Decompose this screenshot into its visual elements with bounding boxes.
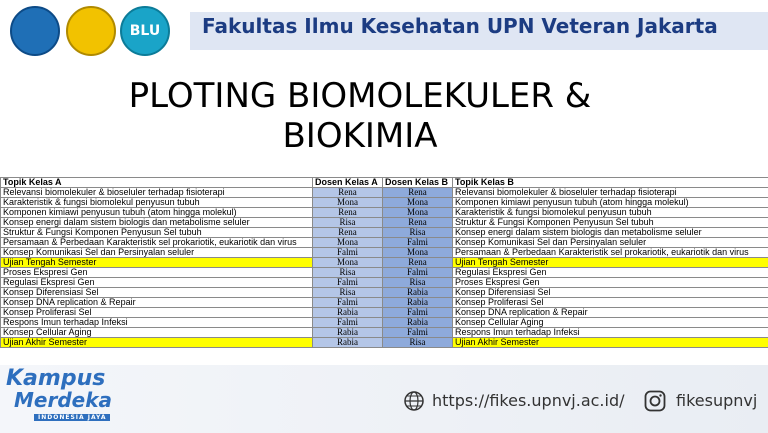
website-link[interactable]: https://fikes.upnvj.ac.id/ bbox=[432, 391, 625, 410]
topik-b-cell: Komponen kimiawi penyusun tubuh (atom hingga molekul) bbox=[453, 198, 768, 208]
dosen-b-cell: Rena bbox=[383, 258, 453, 268]
kampus-merdeka-logo-line1: Kampus bbox=[6, 366, 106, 391]
table-row bbox=[1, 218, 768, 228]
topik-b-cell: Ujian Tengah Semester bbox=[453, 258, 768, 268]
kemendikbud-logo-icon bbox=[10, 6, 60, 56]
dosen-b-cell: Falmi bbox=[383, 308, 453, 318]
topik-a-cell: Konsep DNA replication & Repair bbox=[1, 298, 313, 308]
header-topik-b: Topik Kelas B bbox=[453, 178, 768, 188]
topik-b-cell: Proses Ekspresi Gen bbox=[453, 278, 768, 288]
globe-icon bbox=[404, 391, 424, 411]
topik-b-cell: Struktur & Fungsi Komponen Penyusun Sel tubuh bbox=[453, 218, 768, 228]
topik-a-cell: Konsep Cellular Aging bbox=[1, 328, 313, 338]
dosen-b-cell: Rabia bbox=[383, 298, 453, 308]
topik-b-cell: Konsep Proliferasi Sel bbox=[453, 298, 768, 308]
topik-a-cell: Persamaan & Perbedaan Karakteristik sel prokariotik, eukariotik dan virus bbox=[1, 238, 313, 248]
topik-a-cell: Komponen kimiawi penyusun tubuh (atom hingga molekul) bbox=[1, 208, 313, 218]
table-row bbox=[1, 258, 768, 268]
table-row bbox=[1, 188, 768, 198]
schedule-table bbox=[0, 177, 768, 348]
topik-b-cell: Konsep DNA replication & Repair bbox=[453, 308, 768, 318]
table-row bbox=[1, 238, 768, 248]
dosen-b-cell: Risa bbox=[383, 278, 453, 288]
table-row bbox=[1, 318, 768, 328]
topik-b-cell: Konsep energi dalam sistem biologis dan metabolisme seluler bbox=[453, 228, 768, 238]
dosen-b-cell: Rabia bbox=[383, 318, 453, 328]
table-row bbox=[1, 338, 768, 348]
upnvj-logo-icon bbox=[66, 6, 116, 56]
table-row bbox=[1, 208, 768, 218]
dosen-b-cell: Falmi bbox=[383, 328, 453, 338]
instagram-icon bbox=[644, 390, 666, 412]
dosen-a-cell: Falmi bbox=[313, 298, 383, 308]
dosen-a-cell: Risa bbox=[313, 288, 383, 298]
topik-a-cell: Konsep Diferensiasi Sel bbox=[1, 288, 313, 298]
table-header-row bbox=[1, 178, 768, 188]
dosen-b-cell: Mona bbox=[383, 208, 453, 218]
topik-b-cell: Konsep Diferensiasi Sel bbox=[453, 288, 768, 298]
dosen-b-cell: Falmi bbox=[383, 238, 453, 248]
header-title: Fakultas Ilmu Kesehatan UPN Veteran Jakarta bbox=[202, 14, 718, 38]
dosen-a-cell: Rabia bbox=[313, 338, 383, 348]
header-dosen-b: Dosen Kelas B bbox=[383, 178, 453, 188]
table-row bbox=[1, 198, 768, 208]
dosen-a-cell: Falmi bbox=[313, 278, 383, 288]
dosen-b-cell: Risa bbox=[383, 228, 453, 238]
topik-b-cell: Karakteristik & fungsi biomolekul penyusun tubuh bbox=[453, 208, 768, 218]
table-row bbox=[1, 298, 768, 308]
topik-a-cell: Respons Imun terhadap Infeksi bbox=[1, 318, 313, 328]
instagram-handle[interactable]: fikesupnvj bbox=[676, 391, 758, 410]
table-row bbox=[1, 268, 768, 278]
kampus-merdeka-tagline: INDONESIA JAYA bbox=[34, 414, 110, 421]
dosen-a-cell: Rabia bbox=[313, 308, 383, 318]
topik-a-cell: Struktur & Fungsi Komponen Penyusun Sel tubuh bbox=[1, 228, 313, 238]
dosen-a-cell: Falmi bbox=[313, 318, 383, 328]
table-row bbox=[1, 288, 768, 298]
header-topik-a: Topik Kelas A bbox=[1, 178, 313, 188]
dosen-b-cell: Rena bbox=[383, 218, 453, 228]
topik-b-cell: Konsep Cellular Aging bbox=[453, 318, 768, 328]
dosen-a-cell: Rabia bbox=[313, 328, 383, 338]
dosen-b-cell: Mona bbox=[383, 248, 453, 258]
topik-b-cell: Respons Imun terhadap Infeksi bbox=[453, 328, 768, 338]
dosen-a-cell: Mona bbox=[313, 238, 383, 248]
table-row bbox=[1, 328, 768, 338]
dosen-a-cell: Mona bbox=[313, 258, 383, 268]
topik-b-cell: Relevansi biomolekuler & bioseluler terhadap fisioterapi bbox=[453, 188, 768, 198]
topik-a-cell: Konsep energi dalam sistem biologis dan metabolisme seluler bbox=[1, 218, 313, 228]
dosen-b-cell: Rena bbox=[383, 188, 453, 198]
topik-b-cell: Regulasi Ekspresi Gen bbox=[453, 268, 768, 278]
slide-title: PLOTING BIOMOLEKULER & BIOKIMIA bbox=[128, 76, 592, 156]
dosen-a-cell: Rena bbox=[313, 208, 383, 218]
topik-a-cell: Konsep Komunikasi Sel dan Persinyalan seluler bbox=[1, 248, 313, 258]
dosen-a-cell: Rena bbox=[313, 228, 383, 238]
dosen-b-cell: Risa bbox=[383, 338, 453, 348]
dosen-b-cell: Falmi bbox=[383, 268, 453, 278]
table-row bbox=[1, 248, 768, 258]
topik-a-cell: Karakteristik & fungsi biomolekul penyusun tubuh bbox=[1, 198, 313, 208]
dosen-a-cell: Risa bbox=[313, 268, 383, 278]
topik-a-cell: Relevansi biomolekuler & bioseluler terhadap fisioterapi bbox=[1, 188, 313, 198]
kampus-merdeka-logo-line2: Merdeka bbox=[14, 388, 113, 412]
topik-a-cell: Ujian Tengah Semester bbox=[1, 258, 313, 268]
table-row bbox=[1, 308, 768, 318]
dosen-b-cell: Rabia bbox=[383, 288, 453, 298]
header bbox=[0, 0, 768, 62]
topik-b-cell: Konsep Komunikasi Sel dan Persinyalan seluler bbox=[453, 238, 768, 248]
topik-a-cell: Regulasi Ekspresi Gen bbox=[1, 278, 313, 288]
header-dosen-a: Dosen Kelas A bbox=[313, 178, 383, 188]
topik-a-cell: Ujian Akhir Semester bbox=[1, 338, 313, 348]
topik-a-cell: Proses Ekspresi Gen bbox=[1, 268, 313, 278]
topik-b-cell: Ujian Akhir Semester bbox=[453, 338, 768, 348]
topik-a-cell: Konsep Proliferasi Sel bbox=[1, 308, 313, 318]
table-row bbox=[1, 278, 768, 288]
dosen-a-cell: Mona bbox=[313, 198, 383, 208]
topik-b-cell: Persamaan & Perbedaan Karakteristik sel prokariotik, eukariotik dan virus bbox=[453, 248, 768, 258]
table-row bbox=[1, 228, 768, 238]
dosen-a-cell: Rena bbox=[313, 188, 383, 198]
dosen-a-cell: Falmi bbox=[313, 248, 383, 258]
dosen-a-cell: Risa bbox=[313, 218, 383, 228]
dosen-b-cell: Mona bbox=[383, 198, 453, 208]
blu-logo-icon: BLU bbox=[120, 6, 170, 56]
